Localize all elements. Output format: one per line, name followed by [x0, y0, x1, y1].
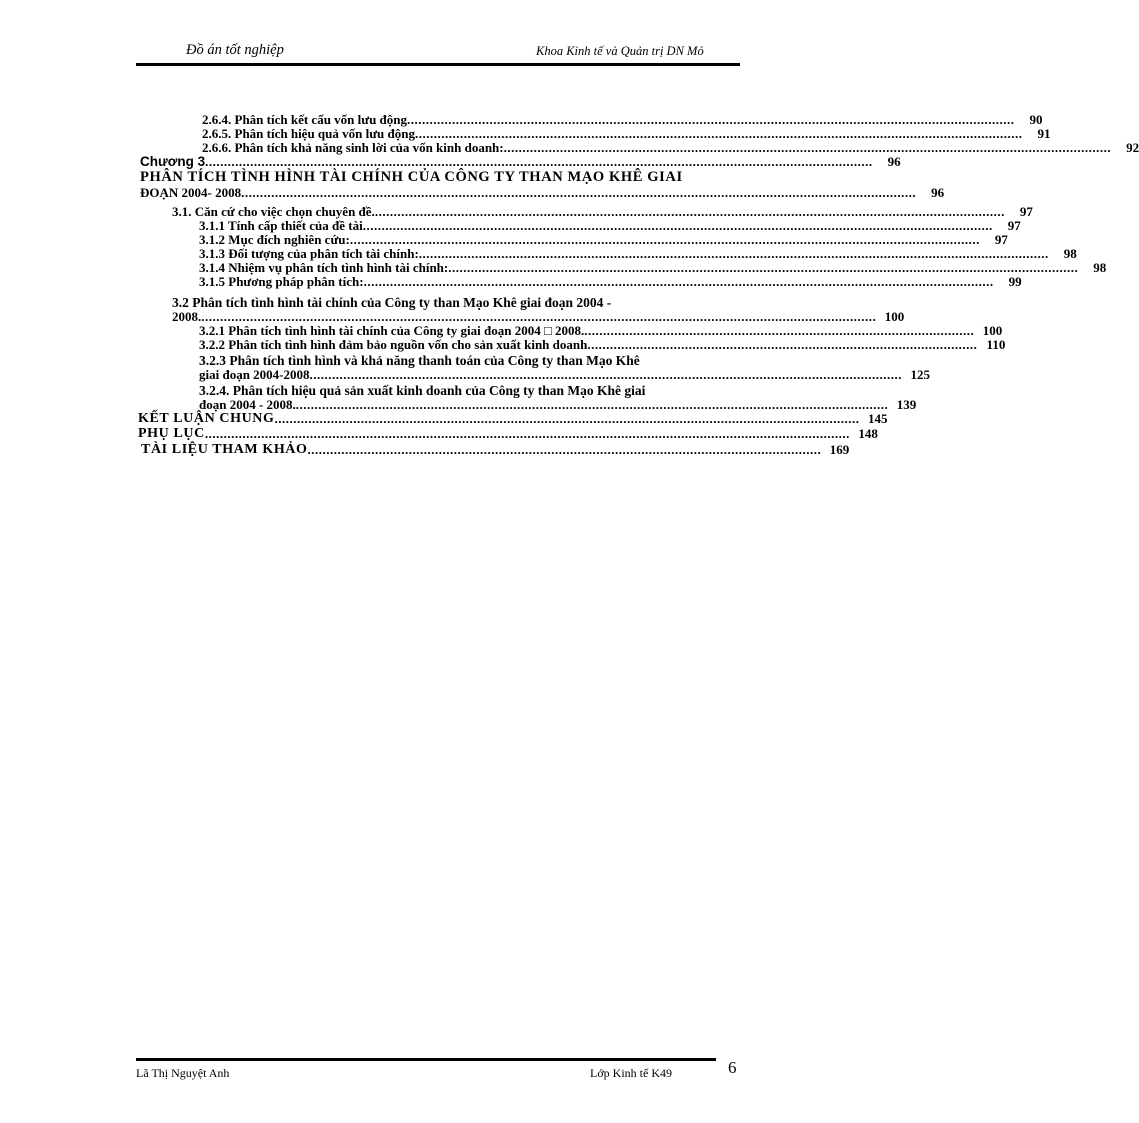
toc-leader-dots: ........................................................................................................................................................................ [418, 246, 1049, 261]
toc-entry-title: KẾT LUẬN CHUNG [138, 411, 275, 426]
toc-entry-2-6-6[interactable] [202, 140, 1139, 155]
toc-entry-title: 2008. [172, 309, 202, 324]
toc-entry-title: 3.1.4 Nhiệm vụ phân tích tình hình tài chính: [199, 260, 449, 275]
toc-leader-dots: ............................................................................................................................................................ [274, 411, 860, 426]
toc-leader-dots: .................................................................................................................................................................................... [241, 185, 917, 200]
toc-entry-chapter-3-title[interactable] [140, 185, 945, 200]
toc-page-number: 96 [931, 185, 945, 200]
header-thesis-title: Đồ án tốt nghiệp [186, 42, 284, 58]
toc-entry-2-6-5[interactable] [202, 126, 1051, 141]
toc-entry-chapter-3[interactable] [140, 154, 901, 169]
footer-divider [136, 1058, 716, 1061]
toc-entry-3-2-4[interactable] [199, 397, 917, 412]
toc-entry-3-1-5[interactable] [199, 274, 1022, 289]
footer-page-number: 6 [728, 1058, 737, 1077]
toc-leader-dots: ............................................................................................................................................................................ [204, 426, 850, 441]
toc-page-number: 96 [887, 154, 901, 169]
toc-page-number: 139 [896, 397, 917, 412]
toc-entry-title: 3.1.1 Tính cấp thiết của đề tài [199, 218, 363, 233]
toc-leader-dots: .................................................................................................................................................................................... [201, 309, 877, 324]
toc-page-number: 110 [986, 337, 1006, 352]
toc-entry-title: Chương 3 [140, 154, 206, 169]
toc-page-number: 97 [1007, 218, 1021, 233]
toc-leader-dots: ........................................................................................................................................................................ [448, 260, 1079, 275]
header-faculty: Khoa Kinh tế và Quản trị DN Mỏ [536, 44, 704, 58]
header-divider [136, 63, 740, 66]
toc-chapter-3-title-line1: PHÂN TÍCH TÌNH HÌNH TÀI CHÍNH CỦA CÔNG TY THAN MẠO KHÊ GIAI [140, 169, 683, 185]
toc-entry-title: đoạn 2004 - 2008. [199, 397, 296, 412]
toc-page-number: 98 [1063, 246, 1077, 261]
toc-leader-dots: .................................................................................................................................................................. [414, 126, 1023, 141]
toc-entry-3-2-3[interactable] [199, 367, 931, 382]
toc-entry-3-1-3[interactable] [199, 246, 1077, 261]
toc-leader-dots: ........................................................................................................................................................................ [349, 232, 980, 247]
toc-entry-3-1[interactable] [172, 204, 1033, 219]
toc-entry-title: ĐOẠN 2004- 2008 [140, 185, 242, 200]
toc-entry-3-1-4[interactable] [199, 260, 1107, 275]
toc-page-number: 125 [910, 367, 931, 382]
toc-page-number: 90 [1029, 112, 1043, 127]
toc-entry-2-6-4[interactable] [202, 112, 1043, 127]
toc-leader-dots: ........................................................................................................................................................................ [362, 218, 993, 233]
toc-entry-3-2-3-line1: 3.2.3 Phân tích tình hình và khả năng thanh toán của Công ty than Mạo Khê [199, 353, 640, 368]
toc-leader-dots: .............................................................................................................................................................. [309, 367, 903, 382]
toc-entry-title: TÀI LIỆU THAM KHẢO [141, 442, 308, 457]
toc-entry-tai-lieu[interactable] [141, 442, 850, 457]
toc-page-number: 99 [1008, 274, 1022, 289]
toc-entry-3-2-2[interactable] [199, 337, 1006, 352]
toc-page-number: 98 [1093, 260, 1107, 275]
toc-leader-dots: ........................................................................................................ [584, 323, 975, 338]
toc-leader-dots: .................................................................................................................................................................. [407, 112, 1015, 127]
toc-page-number: 92 [1126, 140, 1139, 155]
toc-entry-title: 2.6.5. Phân tích hiệu quả vốn lưu động [202, 126, 415, 141]
toc-page-number: 97 [994, 232, 1008, 247]
toc-entry-ket-luan[interactable] [138, 411, 888, 426]
toc-entry-title: 3.1. Căn cứ cho việc chọn chuyên đề. [172, 204, 375, 219]
toc-page-number: 97 [1019, 204, 1033, 219]
toc-entry-3-2-1[interactable] [199, 323, 1003, 338]
toc-page-number: 91 [1037, 126, 1051, 141]
toc-leader-dots: ........................................................................................................ [587, 337, 978, 352]
toc-page-number: 148 [858, 426, 878, 441]
toc-entry-phu-luc[interactable] [138, 426, 878, 441]
toc-entry-title: giai đoạn 2004-2008 [199, 367, 310, 382]
toc-page-number: 100 [982, 323, 1003, 338]
toc-leader-dots: ........................................................................................................................................................................ [374, 204, 1005, 219]
toc-entry-title: 3.1.5 Phương pháp phân tích: [199, 274, 364, 289]
toc-entry-3-2[interactable] [172, 309, 905, 324]
toc-page-number: 100 [884, 309, 905, 324]
footer-author: Lã Thị Nguyệt Anh [136, 1066, 230, 1080]
toc-entry-3-1-2[interactable] [199, 232, 1008, 247]
toc-page-number: 169 [829, 442, 850, 457]
toc-entry-title: 3.1.3 Đối tượng của phân tích tài chính: [199, 246, 419, 261]
toc-leader-dots: .............................................................................................................................................................. [295, 397, 889, 412]
toc-leader-dots: ........................................................................................................................................................................ [363, 274, 994, 289]
toc-leader-dots: ......................................................................................................................................... [307, 442, 822, 457]
toc-section-3-2-line1: 3.2 Phân tích tình hình tài chính của Công ty than Mạo Khê giai đoạn 2004 - [172, 295, 612, 310]
toc-leader-dots: .................................................................................................................................................................................. [205, 154, 873, 169]
toc-entry-title: 3.1.2 Mục đích nghiên cứu: [199, 232, 350, 247]
toc-entry-title: PHỤ LỤC [138, 426, 205, 441]
toc-page-number: 145 [868, 411, 888, 426]
toc-entry-3-1-1[interactable] [199, 218, 1021, 233]
toc-entry-title: 2.6.6. Phân tích khả năng sinh lời của vốn kinh doanh: [202, 140, 504, 155]
toc-entry-title: 3.2.2 Phân tích tình hình đảm bảo nguồn vốn cho sản xuất kinh doanh [199, 337, 588, 352]
toc-entry-title: 3.2.1 Phân tích tình hình tài chính của Công ty giai đoạn 2004 □ 2008. [199, 323, 585, 338]
toc-entry-title: 2.6.4. Phân tích kết cấu vốn lưu động [202, 112, 408, 127]
toc-entry-3-2-4-line1: 3.2.4. Phân tích hiệu quả sản xuất kinh doanh của Công ty than Mạo Khê giai [199, 383, 646, 398]
toc-leader-dots: .................................................................................................................................................................. [503, 140, 1112, 155]
footer-class: Lớp Kinh tế K49 [590, 1066, 673, 1080]
